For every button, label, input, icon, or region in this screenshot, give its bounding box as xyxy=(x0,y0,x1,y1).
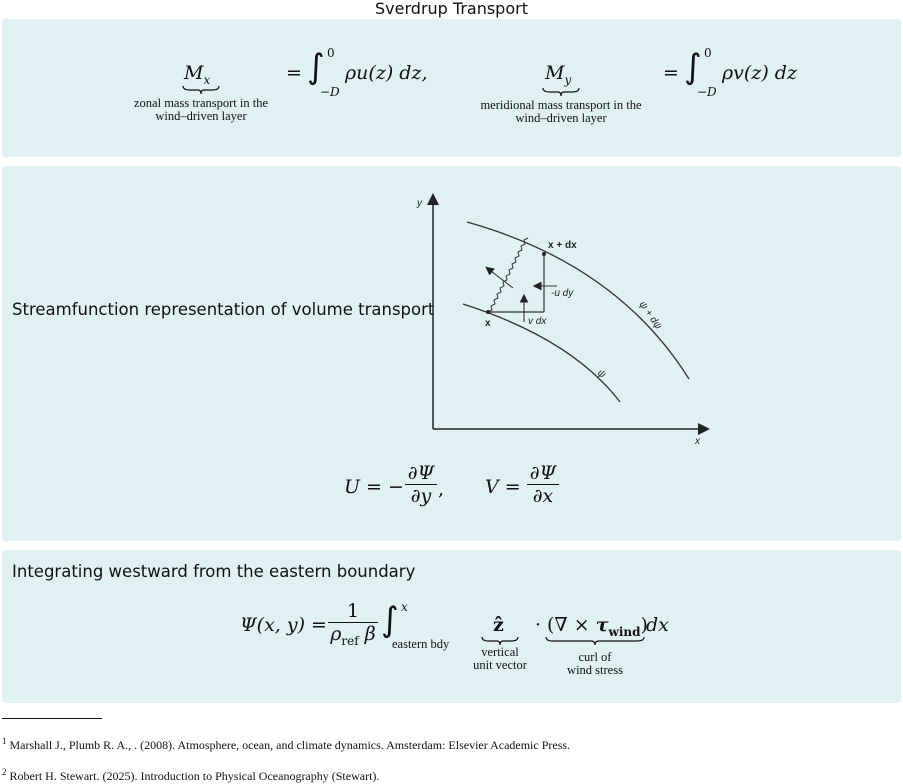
psi-label: ψ xyxy=(595,367,608,381)
minus-u-dy-label: -u dy xyxy=(551,288,574,299)
mx-integrand: ρu(z) dz, xyxy=(345,62,428,84)
curl-expression: (∇ × $\tau_{wind}$) xyxy=(547,614,648,639)
point-start-label: x xyxy=(485,318,491,329)
mx-underbrace xyxy=(182,85,220,95)
transport-wavy-line xyxy=(488,238,528,312)
integration-panel xyxy=(2,550,901,703)
mx-note: zonal mass transport in the wind–driven layer xyxy=(134,96,268,123)
my-symbol: $M_y$ xyxy=(545,62,572,87)
streamfunction-diagram xyxy=(407,184,717,449)
mx-lower-limit: −D xyxy=(320,85,340,99)
mx-integral-icon: ∫ xyxy=(307,47,325,87)
v-dx-label: v dx xyxy=(528,316,547,327)
my-underbrace xyxy=(542,87,580,97)
footnote-2: $^2$ Robert H. Stewart. (2025). Introduction to Physical Oceanography (Stewart). xyxy=(2,767,380,783)
streamfunction-heading: Streamfunction representation of volume transport xyxy=(12,300,435,319)
point-end xyxy=(542,252,546,256)
v-fraction: ∂Ψ ∂x xyxy=(527,462,559,507)
page-title: Sverdrup Transport xyxy=(375,0,528,18)
curl-underbrace xyxy=(545,636,645,646)
u-lhs: U = − xyxy=(344,476,404,498)
psi-dpsi-label: ψ + dψ xyxy=(636,299,664,332)
psi-lhs: Ψ(x, y) = xyxy=(240,614,327,636)
point-start xyxy=(486,310,490,314)
zhat-note: vertical unit vector xyxy=(473,645,527,672)
footnote-rule xyxy=(2,718,102,719)
my-integral-icon: ∫ xyxy=(684,47,702,87)
point-end-label: x + dx xyxy=(548,240,577,251)
integration-heading: Integrating westward from the eastern boundary xyxy=(12,562,416,581)
streamline-psi-dpsi xyxy=(467,222,689,379)
dot-operator: · xyxy=(535,614,542,636)
curl-note: curl of wind stress xyxy=(567,650,623,677)
mass-transport-panel xyxy=(2,19,901,157)
my-note: meridional mass transport in the wind–driven layer xyxy=(480,98,642,125)
zhat-symbol: ẑ xyxy=(493,614,504,636)
v-lhs: V = xyxy=(485,476,521,498)
streamfunction-panel xyxy=(2,166,901,541)
integral-lower-limit: eastern bdy xyxy=(392,637,450,651)
x-axis-label: x xyxy=(695,436,700,447)
y-axis-label: y xyxy=(417,198,422,209)
my-upper-limit: 0 xyxy=(704,46,712,60)
mx-symbol: $M_x$ xyxy=(184,62,211,87)
integral-icon: ∫ xyxy=(381,600,399,640)
dx-term: dx xyxy=(646,614,669,636)
mx-equals: = xyxy=(286,62,302,84)
coefficient-fraction: 1 $\rho_{ref}$ β xyxy=(328,600,378,648)
u-comma: , xyxy=(438,478,445,500)
my-equals: = xyxy=(663,62,679,84)
my-integrand: ρv(z) dz xyxy=(722,62,797,84)
my-lower-limit: −D xyxy=(697,85,717,99)
footnote-1: $^1$ Marshall J., Plumb R. A., . (2008). Atmosphere, ocean, and climate dynamics. Amsterdam: Elsevier Academic Press. xyxy=(2,736,571,752)
integral-upper-limit: x xyxy=(401,600,408,614)
mx-upper-limit: 0 xyxy=(327,46,335,60)
u-fraction: ∂Ψ ∂y xyxy=(405,462,437,507)
